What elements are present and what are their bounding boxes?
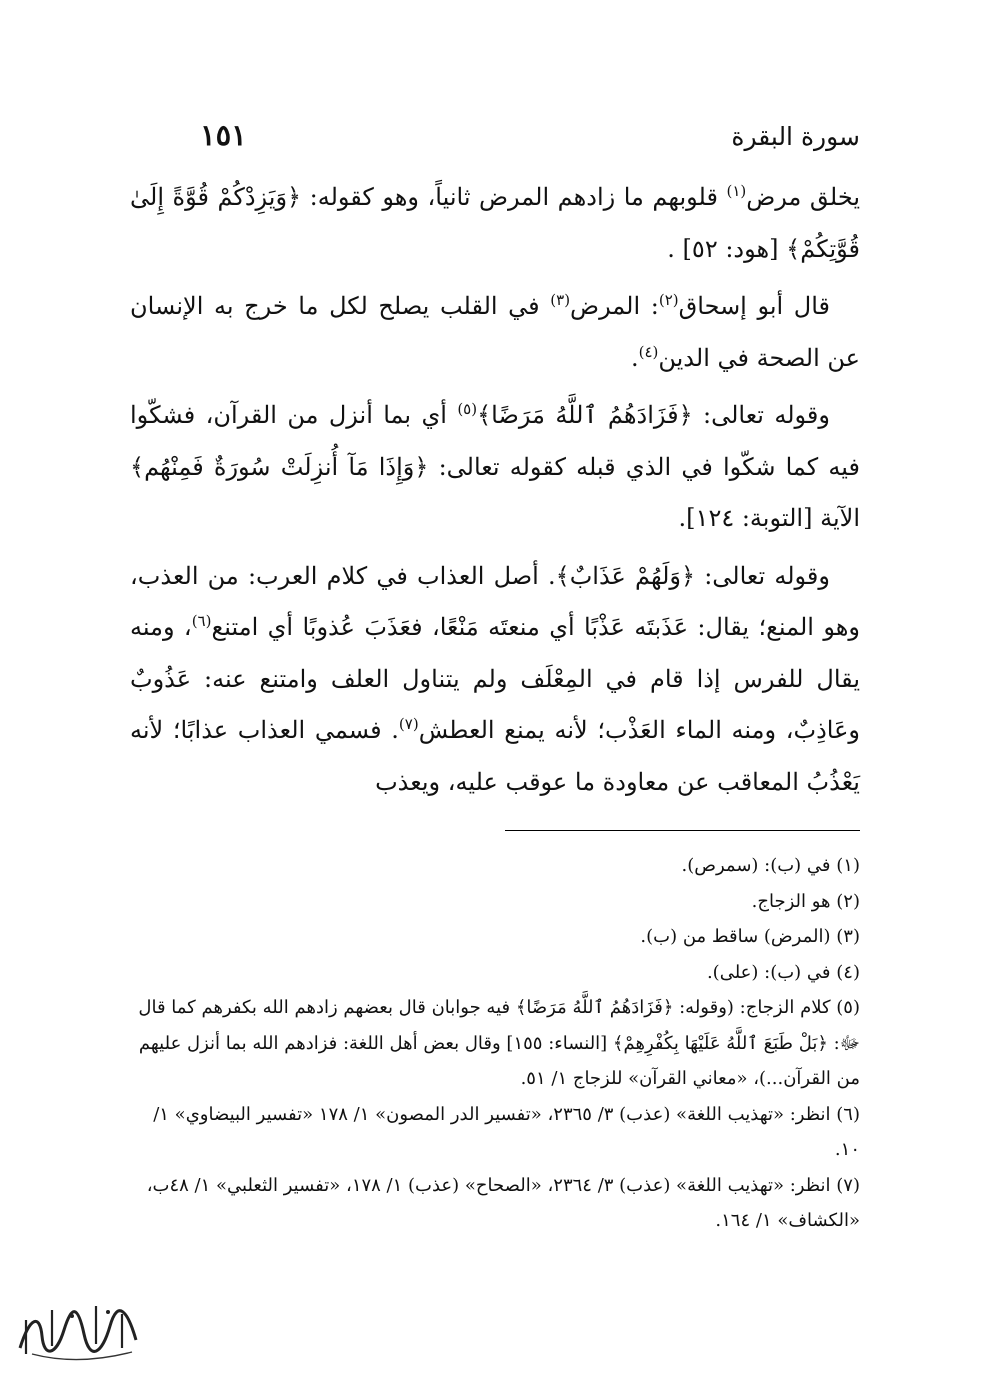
- text-run: قال أبو إسحاق: [678, 292, 831, 320]
- footnote-text: في (ب): (على).: [706, 961, 831, 983]
- footnote-number: (٤): [836, 961, 860, 983]
- footnote-ref-1: (١): [726, 182, 747, 200]
- text-run: في القلب يصلح لكل ما خرج به الإنسان عن الصحة في الدين: [130, 292, 860, 372]
- footnote-text: (المرض) ساقط من (ب).: [640, 926, 831, 947]
- footnote-2: [130, 884, 860, 920]
- text-run: قلوبهم ما زادهم المرض ثانياً، وهو كقوله: ﴿وَيَزِدْكُمْ قُوَّةً إِلَىٰ قُوَّتِكُمْ﴾ [هود: ٥٢] .: [130, 183, 860, 263]
- footnote-number: (٦): [836, 1103, 860, 1125]
- footnote-text: انظر: «تهذيب اللغة» (عذب) ٣/ ٢٣٦٥، «تفسير الدر المصون» ١/ ١٧٨ «تفسير البيضاوي» ١/ ١٠.: [153, 1103, 860, 1160]
- footnote-7: [130, 1168, 860, 1239]
- text-run: أي بما أنزل من القرآن، فشكّوا فيه كما شكّوا في الذي قبله كقوله تعالى: ﴿وَإِذَا مَآ أُنزِلَتْ سُورَةٌ فَمِنْهُم﴾ الآية [التوبة: ١٢٤].: [130, 401, 860, 532]
- footnote-text: في (ب): (سمرص).: [681, 855, 831, 876]
- text-run: وقوله تعالى: ﴿فَزَادَهُمُ ٱللَّهُ مَرَضًا﴾: [477, 401, 830, 429]
- footnotes: [130, 848, 860, 1239]
- footnote-text: كلام الزجاج: (وقوله: ﴿فَزَادَهُمُ ٱللَّهُ مَرَضًا﴾ فيه جوابان قال بعضهم زادهم الله بكفرهم كما قال ﷻ: ﴿بَلْ طَبَعَ ٱللَّهُ عَلَيْهَا بِكُفْرِهِمْ﴾ [النساء: ١٥٥] وقال بعض أهل اللغة: فزادهم الله بما أنزل عليهم من القرآن...)، «معاني القرآن» للزجاج ١/ ٥١.: [138, 997, 860, 1089]
- paragraph-1: [130, 172, 860, 275]
- footnote-1: [130, 848, 860, 884]
- footnote-ref-2: (٢): [658, 291, 679, 309]
- footnote-ref-6: (٦): [191, 612, 212, 630]
- text-run: وقوله تعالى: ﴿وَلَهُمْ عَذَابٌ﴾. أصل العذاب في كلام العرب: من العذب، وهو المنع؛ يقال: عَذَبتَه عَذْبًا أي منعتَه مَنْعًا، فعَذَبَ عُذوبًا أي امتنع: [130, 561, 860, 641]
- text-run: .: [630, 343, 639, 372]
- footnote-ref-3: (٣): [550, 291, 571, 309]
- main-text: [130, 172, 860, 808]
- footnote-text: هو الزجاج.: [751, 890, 831, 912]
- footnote-number: (٣): [836, 926, 860, 947]
- footnote-4: [130, 955, 860, 991]
- footnote-number: (٧): [836, 1174, 860, 1196]
- text-run: يخلق مرض: [746, 183, 860, 211]
- page-number: ١٥١: [200, 118, 247, 152]
- calligraphy-stamp-logo: [12, 1296, 144, 1368]
- footnote-divider: [505, 830, 860, 831]
- footnote-number: (١): [836, 855, 860, 876]
- footnote-ref-7: (٧): [398, 715, 419, 733]
- footnote-5: [130, 990, 860, 1097]
- footnote-ref-4: (٤): [638, 342, 659, 361]
- text-run: ، ومنه يقال للفرس إذا قام في المِعْلَف ولم يتناول العلف وامتنع عنه: عَذُوبٌ وعَاذِبٌ، ومنه الماء العَذْب؛ لأنه يمنع العطش: [130, 613, 860, 744]
- footnote-number: (٢): [836, 890, 860, 912]
- footnote-6: [130, 1097, 860, 1168]
- footnote-3: [130, 919, 860, 955]
- text-run: . فسمي العذاب عذابًا؛ لأنه يَعْذُبُ المعاقب عن معاودة ما عوقب عليه، ويعذب: [130, 716, 860, 796]
- paragraph-2: [130, 281, 860, 384]
- text-run: : المرض: [570, 292, 659, 320]
- footnote-text: انظر: «تهذيب اللغة» (عذب) ٣/ ٢٣٦٤، «الصحاح» (عذب) ١/ ١٧٨، «تفسير الثعلبي» ١/ ٤٨ب، «الكشاف» ١/ ١٦٤.: [146, 1174, 860, 1231]
- footnote-ref-5: (٥): [457, 400, 478, 418]
- footnote-number: (٥): [836, 997, 860, 1018]
- paragraph-3: [130, 390, 860, 545]
- surah-title: سورة البقرة: [731, 122, 860, 151]
- paragraph-4: [130, 551, 860, 809]
